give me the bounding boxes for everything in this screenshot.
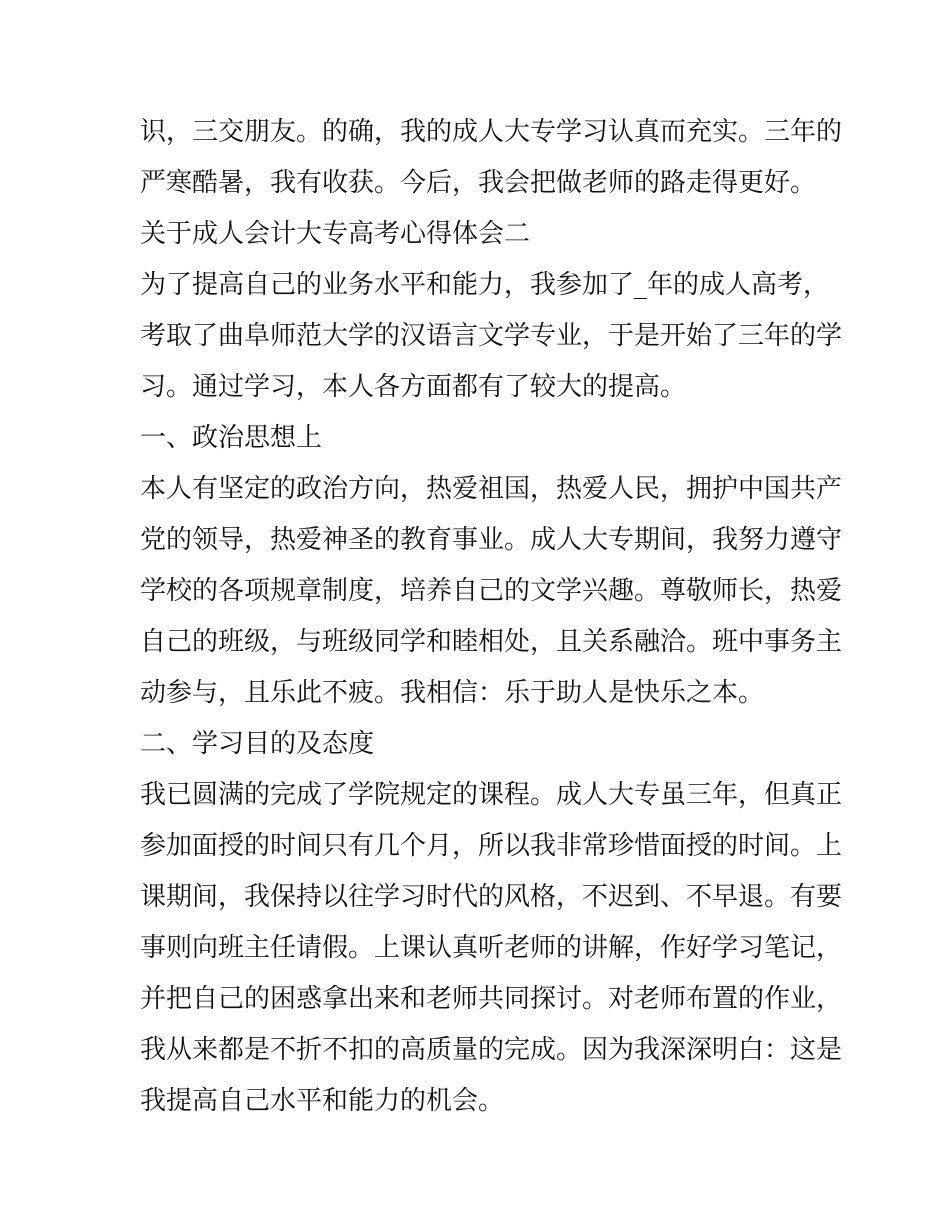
text-line: 我从来都是不折不扣的高质量的完成。因为我深深明白：这是 (140, 1035, 843, 1065)
document-body (140, 107, 843, 1127)
text-line: 严寒酷暑，我有收获。今后，我会把做老师的路走得更好。 (140, 168, 817, 198)
section-title: 关于成人会计大专高考心得体会二 (140, 219, 531, 249)
text-line: 动参与，且乐此不疲。我相信：乐于助人是快乐之本。 (140, 678, 765, 708)
text-line: 我已圆满的完成了学院规定的课程。成人大专虽三年，但真正 (140, 780, 843, 810)
text-line: 学校的各项规章制度，培养自己的文学兴趣。尊敬师长，热爱 (140, 576, 843, 606)
text-line: 并把自己的困惑拿出来和老师共同探讨。对老师布置的作业， (140, 984, 843, 1014)
text-line: 为了提高自己的业务水平和能力，我参加了_年的成人高考， (140, 270, 830, 300)
text-line: 本人有坚定的政治方向，热爱祖国，热爱人民，拥护中国共产 (140, 474, 843, 504)
text-line: 参加面授的时间只有几个月，所以我非常珍惜面授的时间。上 (140, 831, 843, 861)
section-heading: 一、政治思想上 (140, 423, 323, 453)
text-line: 事则向班主任请假。上课认真听老师的讲解，作好学习笔记， (140, 933, 843, 963)
text-line: 自己的班级，与班级同学和睦相处，且关系融洽。班中事务主 (140, 627, 843, 657)
section-heading: 二、学习目的及态度 (140, 729, 375, 759)
text-line: 识，三交朋友。的确，我的成人大专学习认真而充实。三年的 (140, 117, 843, 147)
text-line: 考取了曲阜师范大学的汉语言文学专业，于是开始了三年的学 (140, 321, 843, 351)
text-line: 我提高自己水平和能力的机会。 (140, 1086, 505, 1116)
text-line: 课期间，我保持以往学习时代的风格，不迟到、不早退。有要 (140, 882, 843, 912)
text-line: 党的领导，热爱神圣的教育事业。成人大专期间，我努力遵守 (140, 525, 843, 555)
text-line: 习。通过学习，本人各方面都有了较大的提高。 (140, 372, 687, 402)
